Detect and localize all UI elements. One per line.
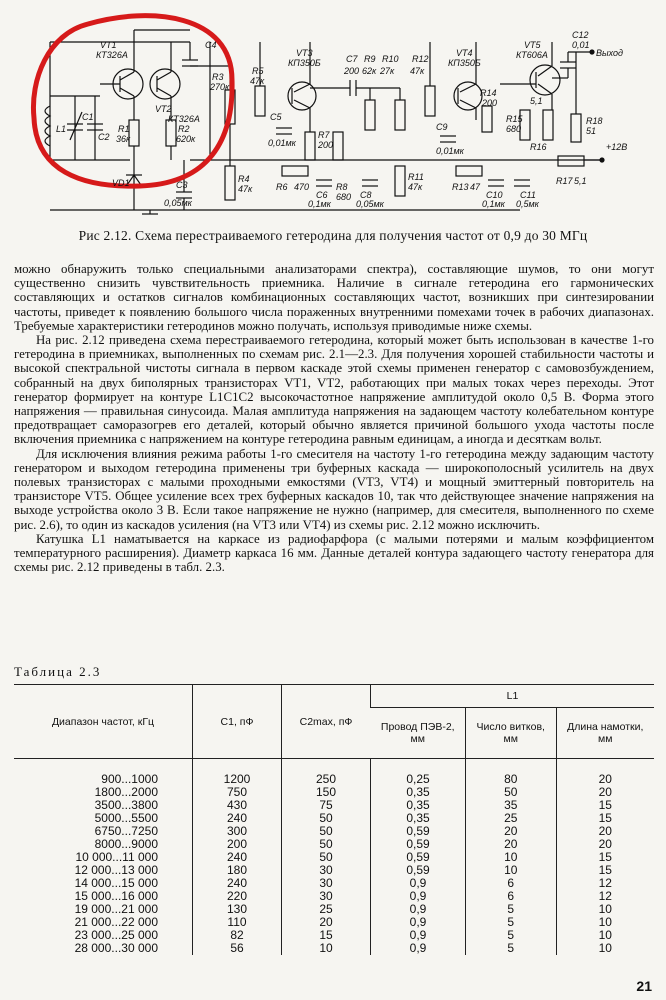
c3-label: С3 [176, 180, 188, 190]
value-cell: 6 [465, 890, 556, 903]
value-cell: 56 [193, 942, 282, 955]
value-cell: 240 [193, 877, 282, 890]
c12-value: 0,01 [572, 40, 590, 50]
vt5-label: VT5 [524, 40, 541, 50]
header-l1: L1 [371, 685, 655, 708]
value-cell: 20 [465, 825, 556, 838]
header-turns: Число витков, мм [465, 708, 556, 759]
vt5-type-label: КТ606А [516, 50, 548, 60]
r5-label: R5 [252, 66, 264, 76]
value-cell: 0,59 [371, 851, 466, 864]
value-cell: 0,9 [371, 903, 466, 916]
value-cell: 75 [282, 799, 371, 812]
value-cell: 0,9 [371, 942, 466, 955]
r10-label: R10 [382, 54, 399, 64]
r8-value: 680 [336, 192, 352, 202]
value-cell: 20 [556, 759, 654, 787]
range-cell: 3500...3800 [94, 798, 158, 812]
value-cell: 0,59 [371, 825, 466, 838]
vt3-type-label: КП350Б [288, 58, 321, 68]
c4-label: С4 [205, 40, 217, 50]
c8-value: 0,05мк [356, 199, 384, 209]
r8-label: R8 [336, 182, 348, 192]
vt4-label: VT4 [456, 48, 473, 58]
value-cell: 250 [282, 759, 371, 787]
value-cell: 80 [465, 759, 556, 787]
r15-label: R15 [506, 114, 523, 124]
r5-value: 47к [250, 76, 265, 86]
vd1-label: VD1 [112, 178, 130, 188]
output-label: Выход [596, 48, 624, 58]
value-cell: 10 [556, 903, 654, 916]
r3-value: 270к [210, 82, 230, 92]
paragraph: Для исключения влияния режима работы 1-го смесителя на частоту 1-го гетеродина между задающим частоту генератором и выходом гетеродина применены три буферных каскада — широкополосный усилитель на двух полевых транзисторах с малыми проходными емкостями (VT3, VT4) и мощный эмиттерный повторитель на транзисторе VT5. Общее усиление всех трех буферных каскадов 10, так что действующее значение напряжения на выходе устройства около 3 В. Если такое напряжение не нужно (например, для смесителя, выполненного по схеме рис. 2.6), то один из каскадов усиления (на VT3 или VT4) из схемы рис. 2.12 можно исключить. [14, 446, 654, 532]
value-cell: 20 [465, 838, 556, 851]
paragraph: Катушка L1 наматывается на каркасе из радиофарфора (с малыми потерями и малым коэффициентом температурного расширения). Диаметр каркаса 16 мм. Данные деталей контура задающего частоту генератора для схемы рис. 2.12 приведены в табл. 2.3. [14, 531, 654, 575]
range-cell: 8000...9000 [94, 837, 158, 851]
value-cell: 200 [193, 838, 282, 851]
value-cell: 10 [556, 929, 654, 942]
value-cell: 5 [465, 916, 556, 929]
value-cell: 300 [193, 825, 282, 838]
r6-label: R6 [276, 182, 288, 192]
r15-value: 680 [506, 124, 522, 134]
r11-value: 47к [408, 182, 423, 192]
r4-value: 47к [238, 184, 253, 194]
figure-caption: Рис 2.12. Схема перестраиваемого гетеродина для получения частот от 0,9 до 30 МГц [78, 228, 588, 243]
c5-label: С5 [270, 112, 282, 122]
r7-value: 200 [318, 140, 334, 150]
r3-label: R3 [212, 72, 224, 82]
c6-label: С6 [316, 190, 328, 200]
r6-value: 470 [294, 182, 310, 192]
r17-label: R17 [556, 176, 573, 186]
value-cell: 50 [282, 851, 371, 864]
r17-value: 5,1 [574, 176, 587, 186]
value-cell: 10 [282, 942, 371, 955]
value-cell: 0,25 [371, 759, 466, 787]
c7-label: С7 [346, 54, 358, 64]
range-cell: 6750...7250 [94, 824, 158, 838]
table-body [14, 759, 654, 956]
r13-label: R13 [452, 182, 469, 192]
parts-table [14, 684, 654, 955]
value-cell: 10 [556, 942, 654, 955]
value-cell: 5 [465, 903, 556, 916]
r9-label: R9 [364, 54, 376, 64]
value-cell: 750 [193, 786, 282, 799]
c7-value: 200 [344, 66, 360, 76]
range-cell: 14 000...15 000 [74, 876, 158, 890]
value-cell: 12 [556, 877, 654, 890]
value-cell: 0,9 [371, 929, 466, 942]
header-c2: С2max, пФ [282, 685, 371, 759]
c10-label: С10 [486, 190, 503, 200]
r10-value: 27к [380, 66, 395, 76]
range-cell: 5000...5500 [94, 811, 158, 825]
value-cell: 20 [282, 916, 371, 929]
value-cell: 10 [465, 864, 556, 877]
value-cell: 50 [282, 838, 371, 851]
value-cell: 0,35 [371, 799, 466, 812]
value-cell: 0,35 [371, 812, 466, 825]
vt1-label: VT1 [100, 40, 117, 50]
value-cell: 430 [193, 799, 282, 812]
value-cell: 25 [465, 812, 556, 825]
vt2-label: VT2 [155, 104, 172, 114]
range-cell: 1800...2000 [94, 785, 158, 799]
value-cell: 0,9 [371, 890, 466, 903]
value-cell: 35 [465, 799, 556, 812]
value-cell: 82 [193, 929, 282, 942]
value-cell: 20 [556, 825, 654, 838]
value-cell: 50 [282, 812, 371, 825]
value-cell: 0,35 [371, 786, 466, 799]
value-cell: 0,9 [371, 916, 466, 929]
r9-value: 62к [362, 66, 377, 76]
vt3-label: VT3 [296, 48, 313, 58]
l1-label: L1 [56, 124, 67, 134]
value-cell: 240 [193, 812, 282, 825]
value-cell: 10 [465, 851, 556, 864]
body-text [14, 262, 654, 574]
r11-label: R11 [408, 172, 424, 182]
value-cell: 180 [193, 864, 282, 877]
page-number: 21 [636, 978, 652, 994]
value-cell: 20 [556, 786, 654, 799]
value-cell: 20 [556, 838, 654, 851]
c8-label: С8 [360, 190, 372, 200]
c11-value: 0,5мк [516, 199, 539, 209]
value-cell: 15 [556, 864, 654, 877]
value-cell: 5 [465, 942, 556, 955]
value-cell: 6 [465, 877, 556, 890]
vt4-type-label: КП350Б [448, 58, 481, 68]
paragraph: На рис. 2.12 приведена схема перестраиваемого гетеродина, который может быть использован в качестве 1-го гетеродина в приемниках, выполненных по схемам рис. 2.1—2.3. Для получения хорошей стабильности частоты и высокой спектральной чистоты сигнала в первом каскаде этой схемы применен генератор с самовозбуждением, собранный на двух биполярных транзисторах VT1, VT2, работающих при малых токах через переходы. Этот генератор формирует на контуре L1C1C2 высокочастотное напряжение амплитудой около 0,5 В. Форма этого напряжения — правильная синусоида. Малая амплитуда напряжения на задающем частоту колебательном контуре предотвращает саморазогрев его деталей, который обычно является причиной большого ухода частоты после включения приемника с напряжением на контуре гетеродина равным единицам, а иногда и десяткам вольт. [14, 333, 654, 447]
value-cell: 10 [556, 916, 654, 929]
r18-value: 51 [586, 126, 597, 136]
range-cell: 12 000...13 000 [74, 863, 158, 877]
supply-label: +12В [606, 142, 628, 152]
vt1-type-label: КТ326А [96, 50, 128, 60]
value-cell: 220 [193, 890, 282, 903]
range-cell: 28 000...30 000 [74, 941, 158, 955]
value-cell: 30 [282, 864, 371, 877]
c11-label: С11 [520, 190, 536, 200]
value-cell: 240 [193, 851, 282, 864]
r12-label: R12 [412, 54, 429, 64]
range-cell: 15 000...16 000 [74, 889, 158, 903]
r2-value: 620к [176, 134, 196, 144]
r7-label: R7 [318, 130, 330, 140]
table-row [14, 942, 654, 955]
r1-value: 36к [116, 134, 131, 144]
r14-label: R14 [480, 88, 497, 98]
circuit-schematic [0, 0, 666, 228]
r16-label: R16 [530, 142, 547, 152]
value-cell: 150 [282, 786, 371, 799]
r12-value: 47к [410, 66, 425, 76]
value-cell: 15 [282, 929, 371, 942]
table-row [14, 759, 654, 787]
c5-value: 0,01мк [268, 138, 296, 148]
r14-value: 200 [482, 98, 498, 108]
header-wire: Провод ПЭВ-2, мм [371, 708, 466, 759]
value-cell: 30 [282, 890, 371, 903]
c10-value: 0,1мк [482, 199, 505, 209]
value-cell: 5 [465, 929, 556, 942]
header-c1: С1, пФ [193, 685, 282, 759]
c1-label: С1 [82, 112, 94, 122]
r4-label: R4 [238, 174, 250, 184]
value-cell: 15 [556, 812, 654, 825]
r1-label: R1 [118, 124, 130, 134]
c2-label: С2 [98, 132, 110, 142]
range-cell: 19 000...21 000 [74, 902, 158, 916]
value-cell: 12 [556, 890, 654, 903]
value-cell: 1200 [193, 759, 282, 787]
range-cell: 10 000...11 000 [75, 850, 158, 864]
value-cell: 25 [282, 903, 371, 916]
value-cell: 0,59 [371, 838, 466, 851]
r2-label: R2 [178, 124, 190, 134]
r18-label: R18 [586, 116, 603, 126]
value-cell: 130 [193, 903, 282, 916]
table-title: Таблица 2.3 [14, 664, 102, 679]
range-cell: 23 000...25 000 [74, 928, 158, 942]
value-cell: 110 [193, 916, 282, 929]
header-range: Диапазон частот, кГц [14, 685, 193, 759]
value-cell: 30 [282, 877, 371, 890]
paragraph: можно обнаружить только специальными анализаторами спектра), составляющие шумов, то они могут существенно снизить чувствительность приемника. Наличие в сигнале гетеродина его гармонических составляющих и остатков сигналов комбинационных составляющих частот, возникших при синтезировании частоты, приведет к появлению большого числа пораженных внутренними помехами точек в рабочих диапазонах. Требуемые характеристики гетеродинов можно получать, используя приводимые ниже схемы. [14, 262, 654, 333]
c6-value: 0,1мк [308, 199, 331, 209]
range-cell: 900...1000 [101, 772, 158, 786]
header-length: Длина намотки, мм [556, 708, 654, 759]
vt2-type-label: КТ326А [168, 114, 200, 124]
value-cell: 50 [465, 786, 556, 799]
value-cell: 15 [556, 799, 654, 812]
c9-label: С9 [436, 122, 448, 132]
r13-value: 47 [470, 182, 481, 192]
value-cell: 50 [282, 825, 371, 838]
c3-value: 0,05мк [164, 198, 192, 208]
value-cell: 0,9 [371, 877, 466, 890]
c9-value: 0,01мк [436, 146, 464, 156]
range-cell: 21 000...22 000 [74, 915, 158, 929]
c12-label: С12 [572, 30, 589, 40]
r16-value: 5,1 [530, 96, 543, 106]
value-cell: 0,59 [371, 864, 466, 877]
value-cell: 15 [556, 851, 654, 864]
